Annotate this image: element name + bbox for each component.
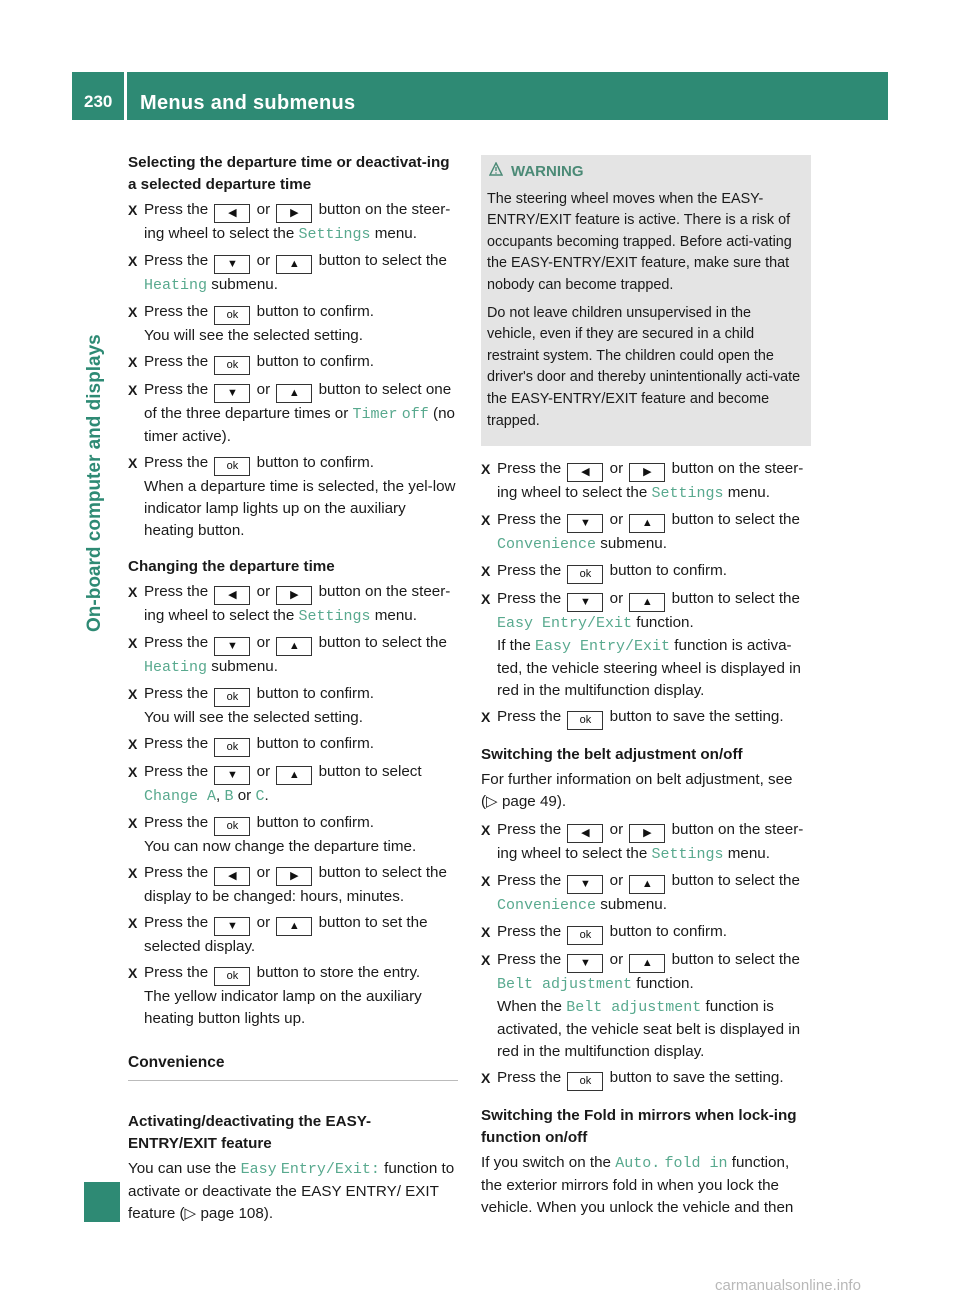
menu-belt-adjustment-label: Belt adjustment xyxy=(566,999,702,1017)
menu-heating-label: Heating xyxy=(144,277,208,294)
step: X Press the ▼ or ▲ button to set the selected display. xyxy=(128,912,458,958)
down-arrow-key-icon: ▼ xyxy=(567,875,603,894)
menu-easy-label-2: Entry/Exit: xyxy=(280,1161,380,1178)
step: X Press the ok button to confirm. xyxy=(481,560,811,584)
up-arrow-key-icon: ▲ xyxy=(629,875,665,894)
side-chapter-label xyxy=(84,152,116,632)
step: X Press the ▼ or ▲ button to select one of the three departure times or Timer off (no timer active). xyxy=(128,379,458,448)
paragraph: If you switch on the Auto. fold in function, the exterior mirrors fold in when you lock the vehicle. When you unlock the vehicle and then xyxy=(481,1154,794,1217)
down-arrow-key-icon: ▼ xyxy=(567,514,603,533)
step: X Press the ◀ or ▶ button on the steer- ing wheel to select the Settings menu. xyxy=(481,819,811,866)
page-number: 230 xyxy=(84,92,113,111)
up-arrow-key-icon: ▲ xyxy=(629,954,665,973)
step: X Press the ▼ or ▲ button to select Change A, B or C. xyxy=(128,761,458,808)
menu-settings-label: Settings xyxy=(298,226,371,243)
up-arrow-key-icon: ▲ xyxy=(276,637,312,656)
ok-key-icon: ok xyxy=(567,711,603,730)
step: X Press the ok button to confirm. When a departure time is selected, the yel-low indicator lamp lights up on the auxiliary heating button. xyxy=(128,452,458,542)
step: X Press the ▼ or ▲ button to select the Convenience submenu. xyxy=(481,870,811,917)
down-arrow-key-icon: ▼ xyxy=(567,954,603,973)
section-heading-change-departure: Changing the departure time xyxy=(128,558,335,575)
left-column xyxy=(128,152,458,1231)
section-heading-fold-mirrors: Switching the Fold in mirrors when lock-ing function on/off xyxy=(481,1107,797,1147)
step: X Press the ok button to confirm. You will see the selected setting. xyxy=(128,301,458,347)
step: X Press the ◀ or ▶ button on the steer- ing wheel to select the Settings menu. xyxy=(128,199,458,246)
menu-easy-label-1: Easy xyxy=(240,1161,277,1178)
paragraph: For further information on belt adjustment, see (▷ page 49). xyxy=(481,771,793,811)
step: X Press the ▼ or ▲ button to select the Heating submenu. xyxy=(128,632,458,679)
left-arrow-key-icon: ◀ xyxy=(567,824,603,843)
section-title-convenience: Convenience xyxy=(128,1052,458,1081)
menu-c-label: C xyxy=(255,788,265,805)
section-heading-select-departure: Selecting the departure time or deactivat-ing a selected departure time xyxy=(128,154,450,193)
section-heading-easy-entry: Activating/deactivating the EASY-ENTRY/EXIT feature xyxy=(128,1113,372,1152)
menu-auto-fold-in-label-2: fold in xyxy=(664,1155,728,1173)
ok-key-icon: ok xyxy=(567,1072,603,1091)
left-arrow-key-icon: ◀ xyxy=(214,586,250,605)
section-heading-belt-adjustment: Switching the belt adjustment on/off xyxy=(481,746,743,764)
step: X Press the ok button to confirm. You will see the selected setting. xyxy=(128,683,458,729)
watermark: carmanualsonline.info xyxy=(715,1277,861,1294)
right-arrow-key-icon: ▶ xyxy=(276,867,312,886)
ok-key-icon: ok xyxy=(567,926,603,945)
menu-heating-label: Heating xyxy=(144,659,208,676)
down-arrow-key-icon: ▼ xyxy=(214,637,250,656)
step: X Press the ◀ or ▶ button on the steer- ing wheel to select the Settings menu. xyxy=(481,458,811,505)
ok-key-icon: ok xyxy=(214,356,250,375)
right-arrow-key-icon: ▶ xyxy=(276,204,312,223)
page-title: Menus and submenus xyxy=(140,92,356,114)
down-arrow-key-icon: ▼ xyxy=(214,917,250,936)
side-chapter-marker xyxy=(84,1182,120,1222)
down-arrow-key-icon: ▼ xyxy=(214,766,250,785)
menu-convenience-label: Convenience xyxy=(497,536,597,554)
menu-timer-off-label-1: Timer xyxy=(352,406,398,423)
up-arrow-key-icon: ▲ xyxy=(276,384,312,403)
ok-key-icon: ok xyxy=(214,738,250,757)
step: X Press the ok button to save the setting. xyxy=(481,706,811,730)
header-divider xyxy=(124,72,127,120)
paragraph: You can use the Easy Entry/Exit: function to activate or deactivate the EASY ENTRY/ EXIT feature (▷ page 108). xyxy=(128,1160,455,1222)
ok-key-icon: ok xyxy=(214,306,250,325)
step: X Press the ok button to confirm. xyxy=(481,921,811,945)
menu-easy-entry-exit-label: Easy Entry/Exit xyxy=(535,638,671,656)
step: X Press the ◀ or ▶ button on the steer- ing wheel to select the Settings menu. xyxy=(128,581,458,628)
right-arrow-key-icon: ▶ xyxy=(629,824,665,843)
ok-key-icon: ok xyxy=(214,817,250,836)
step: X Press the ok button to confirm. xyxy=(128,733,458,757)
warning-text: Do not leave children unsupervised in the vehicle, even if they are secured in a child restraint system. The children could open the driver's door and thereby unintentionally acti-vate the EASY-ENTRY/EXIT feature and become trapped. xyxy=(487,304,801,429)
step: X Press the ok button to confirm. xyxy=(128,351,458,375)
side-chapter-label-text: On-board computer and displays xyxy=(84,334,105,632)
ok-key-icon: ok xyxy=(214,967,250,986)
step: X Press the ok button to confirm. You can now change the departure time. xyxy=(128,812,458,858)
down-arrow-key-icon: ▼ xyxy=(567,593,603,612)
menu-settings-label: Settings xyxy=(298,608,371,625)
warning-heading: WARNING xyxy=(487,161,801,183)
step: X Press the ok button to save the setting. xyxy=(481,1067,811,1091)
step: X Press the ▼ or ▲ button to select the Heating submenu. xyxy=(128,250,458,297)
left-arrow-key-icon: ◀ xyxy=(567,463,603,482)
ok-key-icon: ok xyxy=(214,457,250,476)
right-arrow-key-icon: ▶ xyxy=(629,463,665,482)
step: X Press the ▼ or ▲ button to select the Belt adjustment function. When the Belt adjustment function is activated, the vehicle seat belt is displayed in red in the multifunction display. xyxy=(481,949,811,1063)
step: X Press the ▼ or ▲ button to select the Easy Entry/Exit function. If the Easy Entry/Exit function is activa-ted, the vehicle steering wheel is displayed in red in the multifunction display. xyxy=(481,588,811,702)
menu-auto-fold-in-label-1: Auto. xyxy=(615,1155,661,1173)
menu-change-a-label: Change A xyxy=(144,788,217,805)
menu-belt-adjustment-label: Belt adjustment xyxy=(497,976,633,994)
step: X Press the ▼ or ▲ button to select the Convenience submenu. xyxy=(481,509,811,556)
down-arrow-key-icon: ▼ xyxy=(214,255,250,274)
up-arrow-key-icon: ▲ xyxy=(276,917,312,936)
menu-settings-label: Settings xyxy=(651,485,724,503)
left-arrow-key-icon: ◀ xyxy=(214,867,250,886)
ok-key-icon: ok xyxy=(567,565,603,584)
right-column xyxy=(481,155,811,1225)
warning-text: The steering wheel moves when the EASY-ENTRY/EXIT feature is active. There is a risk of occupants becoming trapped. Before acti-vating the EASY-ENTRY/EXIT feature, make sure that nobody can become trapped. xyxy=(487,190,792,293)
right-arrow-key-icon: ▶ xyxy=(276,586,312,605)
step: X Press the ok button to store the entry. The yellow indicator lamp on the auxiliary heating button lights up. xyxy=(128,962,458,1030)
down-arrow-key-icon: ▼ xyxy=(214,384,250,403)
up-arrow-key-icon: ▲ xyxy=(276,766,312,785)
step: X Press the ◀ or ▶ button to select the display to be changed: hours, minutes. xyxy=(128,862,458,908)
menu-convenience-label: Convenience xyxy=(497,897,597,915)
warning-box xyxy=(481,155,811,446)
warning-triangle-icon xyxy=(489,162,503,176)
left-arrow-key-icon: ◀ xyxy=(214,204,250,223)
menu-easy-entry-exit-label: Easy Entry/Exit xyxy=(497,615,633,633)
menu-settings-label: Settings xyxy=(651,846,724,864)
menu-b-label: B xyxy=(224,788,234,805)
ok-key-icon: ok xyxy=(214,688,250,707)
menu-timer-off-label-2: off xyxy=(401,406,429,423)
up-arrow-key-icon: ▲ xyxy=(629,514,665,533)
up-arrow-key-icon: ▲ xyxy=(629,593,665,612)
up-arrow-key-icon: ▲ xyxy=(276,255,312,274)
